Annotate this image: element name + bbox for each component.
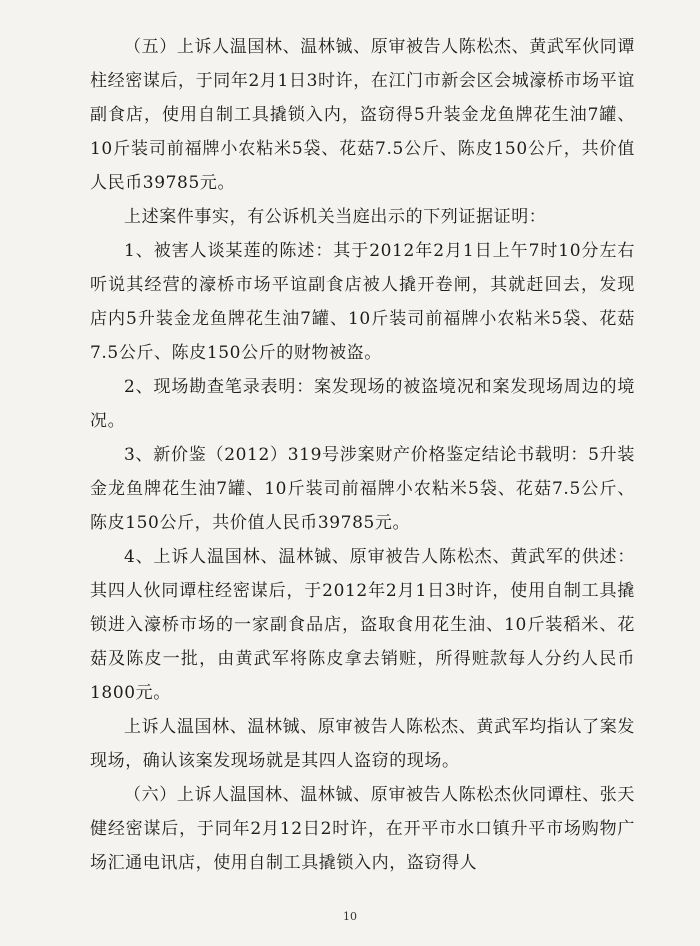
- paragraph-evidence-confession: 4、上诉人温国林、温林铖、原审被告人陈松杰、黄武军的供述：其四人伙同谭柱经密谋后，于2012年2月1日3时许，使用自制工具撬锁进入濠桥市场的一家副食品店，盗取食用花生油、10斤装稻米、花菇及陈皮一批，由黄武军将陈皮拿去销赃，所得赃款每人分约人民币1800元。: [90, 547, 635, 703]
- page-number: 10: [343, 910, 357, 923]
- paragraph-evidence-intro: 上述案件事实，有公诉机关当庭出示的下列证据证明：: [124, 207, 547, 227]
- document-body: [90, 30, 635, 880]
- paragraph-case-five: （五）上诉人温国林、温林铖、原审被告人陈松杰、黄武军伙同谭柱经密谋后，于同年2月1日3时许，在江门市新会区会城濠桥市场平谊副食店，使用自制工具撬锁入内，盗窃得5升装金龙鱼牌花生油7罐、10斤装司前福牌小农粘米5袋、花菇7.5公斤、陈皮150公斤，共价值人民币39785元。: [90, 37, 635, 193]
- paragraph-case-six: （六）上诉人温国林、温林铖、原审被告人陈松杰伙同谭柱、张天健经密谋后，于同年2月12日2时许，在开平市水口镇升平市场购物广场汇通电讯店，使用自制工具撬锁入内，盗窃得人: [90, 785, 635, 873]
- paragraph-scene-identification: 上诉人温国林、温林铖、原审被告人陈松杰、黄武军均指认了案发现场，确认该案发现场就是其四人盗窃的现场。: [90, 717, 635, 771]
- paragraph-evidence-victim-statement: 1、被害人谈某莲的陈述：其于2012年2月1日上午7时10分左右听说其经营的濠桥市场平谊副食店被人撬开卷闸，其就赶回去，发现店内5升装金龙鱼牌花生油7罐、10斤装司前福牌小农粘米5袋、花菇7.5公斤、陈皮150公斤的财物被盗。: [90, 241, 635, 363]
- paragraph-evidence-price-appraisal: 3、新价鉴（2012）319号涉案财产价格鉴定结论书载明：5升装金龙鱼牌花生油7罐、10斤装司前福牌小农粘米5袋、花菇7.5公斤、陈皮150公斤，共价值人民币39785元。: [90, 445, 635, 533]
- paragraph-evidence-scene-record: 2、现场勘查笔录表明：案发现场的被盗境况和案发现场周边的境况。: [90, 377, 635, 431]
